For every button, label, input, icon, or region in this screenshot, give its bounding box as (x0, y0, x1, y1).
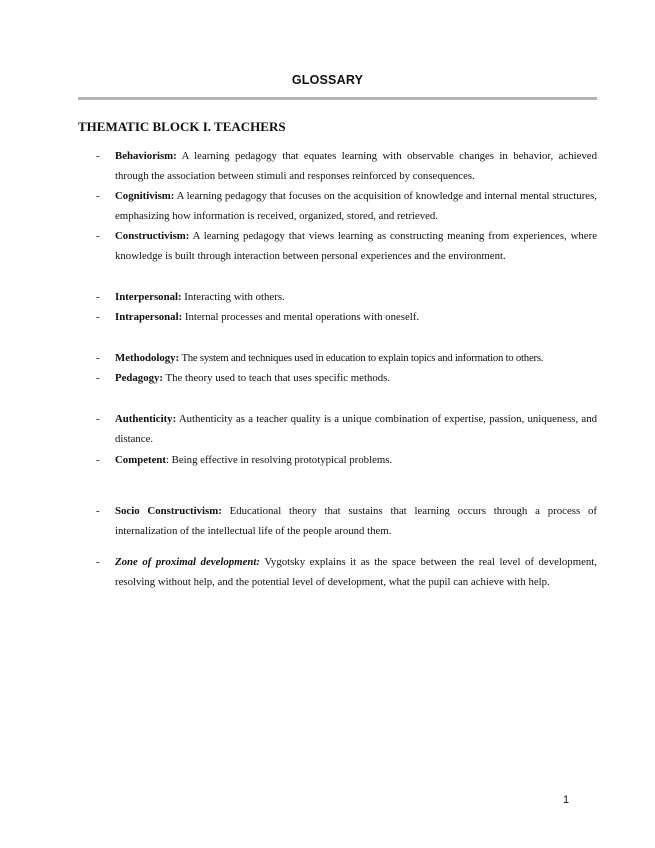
glossary-entry-behaviorism (78, 146, 597, 186)
glossary-entry-cognitivism (78, 186, 597, 226)
bullet-dash: - (96, 190, 100, 202)
section-heading: THEMATIC BLOCK I. TEACHERS (78, 119, 286, 134)
page-title: GLOSSARY (291, 73, 364, 87)
glossary-entry-competent (78, 450, 597, 470)
glossary-definition: A learning pedagogy that views learning as constructing meaning from experiences, where knowledge is built through interaction between personal experiences and the environment. (115, 230, 597, 262)
glossary-definition: Vygotsky explains it as the space between the real level of development, resolving without help, and the potential level of development, what the pupil can achieve with help. (115, 556, 597, 588)
glossary-definition: The theory used to teach that uses specific methods. (162, 372, 391, 384)
glossary-definition: A learning pedagogy that equates learning with observable changes in behavior, achieved through the association between stimuli and responses reinforced by consequences. (115, 150, 597, 182)
bullet-dash: - (96, 230, 100, 242)
glossary-term: Authenticity: (115, 413, 177, 425)
glossary-entry-pedagogy (78, 368, 597, 388)
glossary-entry-zone-of-proximal-development (78, 552, 597, 592)
glossary-definition: Interacting with others. (181, 291, 285, 303)
glossary-entry-authenticity (78, 409, 597, 449)
glossary-entry-interpersonal (78, 287, 597, 307)
bullet-dash: - (96, 150, 100, 162)
glossary-term: Methodology: (115, 352, 180, 364)
bullet-dash: - (96, 372, 100, 384)
bullet-dash: - (96, 291, 100, 303)
bullet-dash: - (96, 352, 100, 364)
glossary-entry-intrapersonal (78, 307, 597, 327)
glossary-definition: A learning pedagogy that focuses on the acquisition of knowledge and internal mental structures, emphasizing how information is received, organized, stored, and retrieved. (115, 190, 597, 222)
glossary-term: Interpersonal: (115, 291, 182, 303)
glossary-term: Competent (115, 454, 166, 466)
bullet-dash: - (96, 454, 100, 466)
glossary-term: Behaviorism: (115, 150, 177, 162)
glossary-term: Zone of proximal development: (115, 556, 260, 568)
glossary-term: Socio Constructivism: (115, 505, 222, 517)
bullet-dash: - (96, 505, 100, 517)
glossary-definition: : Being effective in resolving prototypical problems. (165, 454, 393, 466)
bullet-dash: - (96, 413, 100, 425)
page-number: 1 (563, 794, 570, 806)
glossary-term: Pedagogy: (115, 372, 163, 384)
glossary-entry-constructivism (78, 226, 597, 266)
glossary-term: Intrapersonal: (115, 311, 183, 323)
glossary-definition: Educational theory that sustains that learning occurs through a process of internalization of the intellectual life of the people around them. (115, 505, 597, 537)
glossary-definition: Internal processes and mental operations with oneself. (182, 311, 420, 323)
title-divider (78, 97, 597, 100)
glossary-definition: The system and techniques used in education to explain topics and information to others. (179, 352, 544, 364)
glossary-entry-socio-constructivism (78, 501, 597, 541)
bullet-dash: - (96, 311, 100, 323)
glossary-term: Cognitivism: (115, 190, 175, 202)
glossary-definition: Authenticity as a teacher quality is a unique combination of expertise, passion, uniqueness, and distance. (115, 413, 597, 445)
bullet-dash: - (96, 556, 100, 568)
glossary-entry-methodology (78, 348, 597, 368)
glossary-term: Constructivism: (115, 230, 190, 242)
